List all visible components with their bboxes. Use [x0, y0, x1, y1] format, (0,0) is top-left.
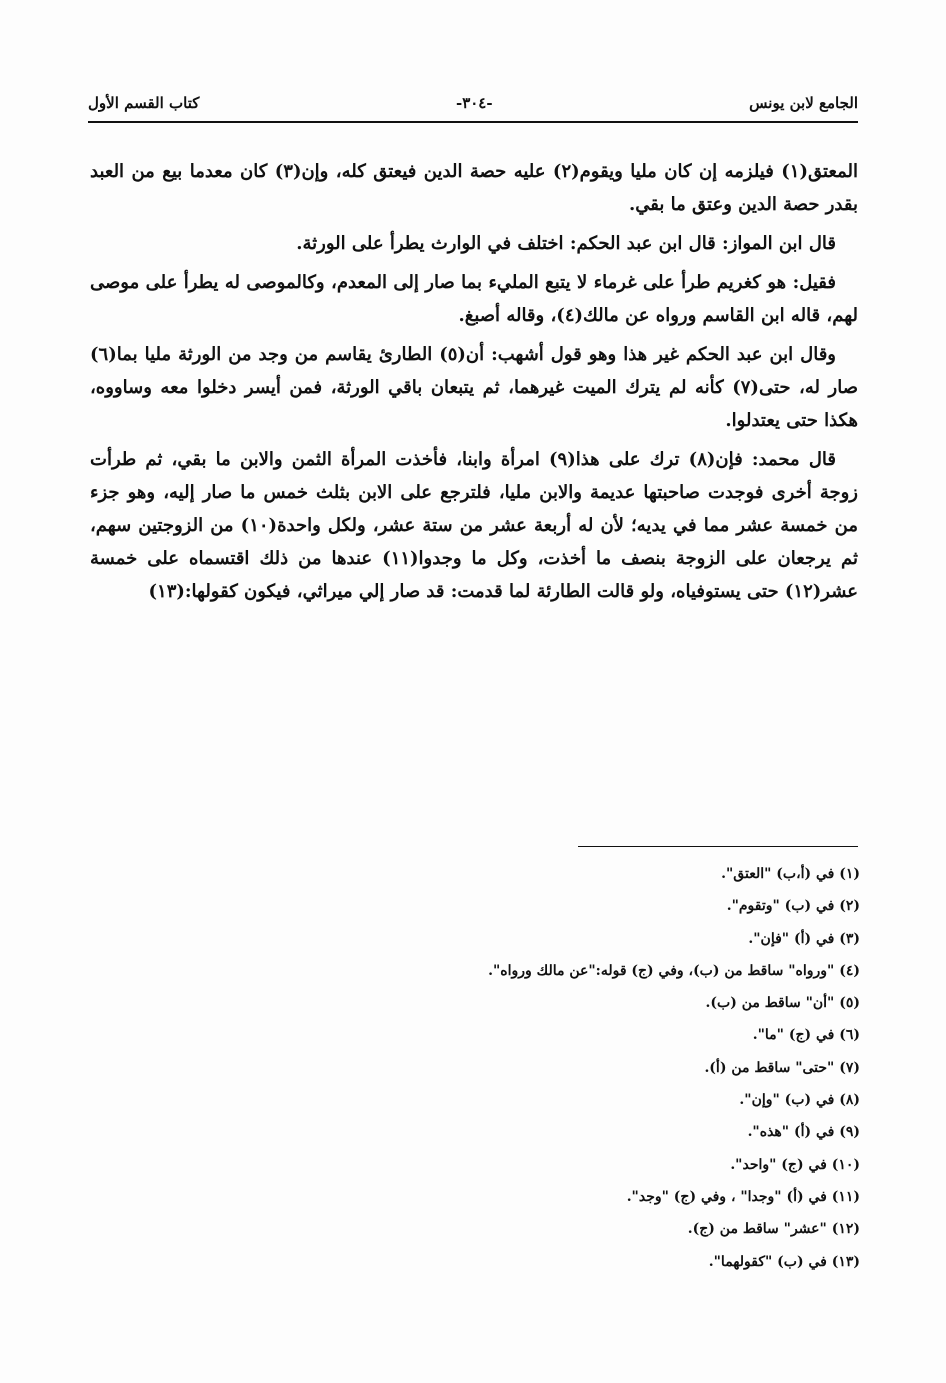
footnote: (٦) في (ج) "ما".	[752, 1027, 860, 1044]
footnotes	[300, 858, 860, 1278]
footnote: (٤) "ورواه" ساقط من (ب)، وفي (ج) قوله:"عن مالك ورواه".	[488, 962, 860, 979]
paragraph: المعتق(١) فيلزمه إن كان مليا ويقوم(٢) عليه حصة الدين فيعتق كله، وإن(٣) كان معدما بيع من العبد بقدر حصة الدين وعتق ما بقي.	[90, 161, 858, 215]
footnote: (٢) في (ب) "وتقوم".	[726, 898, 860, 915]
page-number: -٣٠٤-	[455, 94, 493, 112]
header-divider	[88, 121, 858, 123]
footnote: (١٣) في (ب) "كقولهما".	[708, 1253, 860, 1270]
paragraph: قال ابن المواز: قال ابن عبد الحكم: اختلف في الوارث يطرأ على الورثة.	[296, 233, 836, 254]
main-text	[90, 155, 858, 614]
header-book-title: الجامع لابن يونس	[749, 94, 858, 112]
footnote-divider	[578, 846, 858, 847]
footnote: (١٠) في (ج) "واحد".	[730, 1156, 860, 1173]
page-header	[88, 92, 858, 114]
footnote: (١٢) "عشر" ساقط من (ج).	[687, 1221, 860, 1238]
footnote: (٥) "أن" ساقط من (ب).	[705, 995, 860, 1012]
footnote: (٧) "حتى" ساقط من (أ).	[704, 1059, 860, 1076]
footnote: (٣) في (أ) "فإن".	[748, 930, 860, 947]
paragraph: فقيل: هو كغريم طرأ على غرماء لا يتبع المليء بما صار إلى المعدم، وكالموصى له يطرأ على موصى لهم، قاله ابن القاسم ورواه عن مالك(٤)، وقاله أصبغ.	[90, 272, 858, 326]
paragraph: قال محمد: فإن(٨) ترك على هذا(٩) امرأة وابنا، فأخذت المرأة الثمن والابن ما بقي، ثم طرأت زوجة أخرى فوجدت صاحبتها عديمة والابن مليا، فلترجع على الابن بثلث خمس ما صار إليه، وهو جزء من خمسة عشر مما في يديه؛ لأن له أربعة عشر من ستة عشر، ولكل واحدة(١٠) من الزوجتين سهم، ثم يرجعان على الزوجة بنصف ما أخذت، وكل ما وجدوا(١١) عندها من ذلك اقتسماه على خمسة عشر(١٢) حتى يستوفياه، ولو قالت الطارئة لما قدمت: قد صار إلي ميراثي، فيكون كقولها:(١٣)	[90, 449, 858, 602]
footnote: (٩) في (أ) "هذه".	[747, 1124, 860, 1141]
header-section-title: كتاب القسم الأول	[88, 94, 200, 112]
footnote: (١١) في (أ) "وجدا" ، وفي (ج) "وجد".	[626, 1188, 860, 1205]
footnote: (٨) في (ب) "وإن".	[739, 1092, 860, 1109]
footnote: (١) في (أ،ب) "العتق".	[721, 866, 860, 882]
paragraph: وقال ابن عبد الحكم غير هذا وهو قول أشهب: أن(٥) الطارئ يقاسم من وجد من الورثة مليا بما(٦) صار له، حتى(٧) كأنه لم يترك الميت غيرهما، ثم يتبعان باقي الورثة، فمن أيسر دخلوا معه وساووه، هكذا حتى يعتدلوا.	[90, 344, 858, 431]
